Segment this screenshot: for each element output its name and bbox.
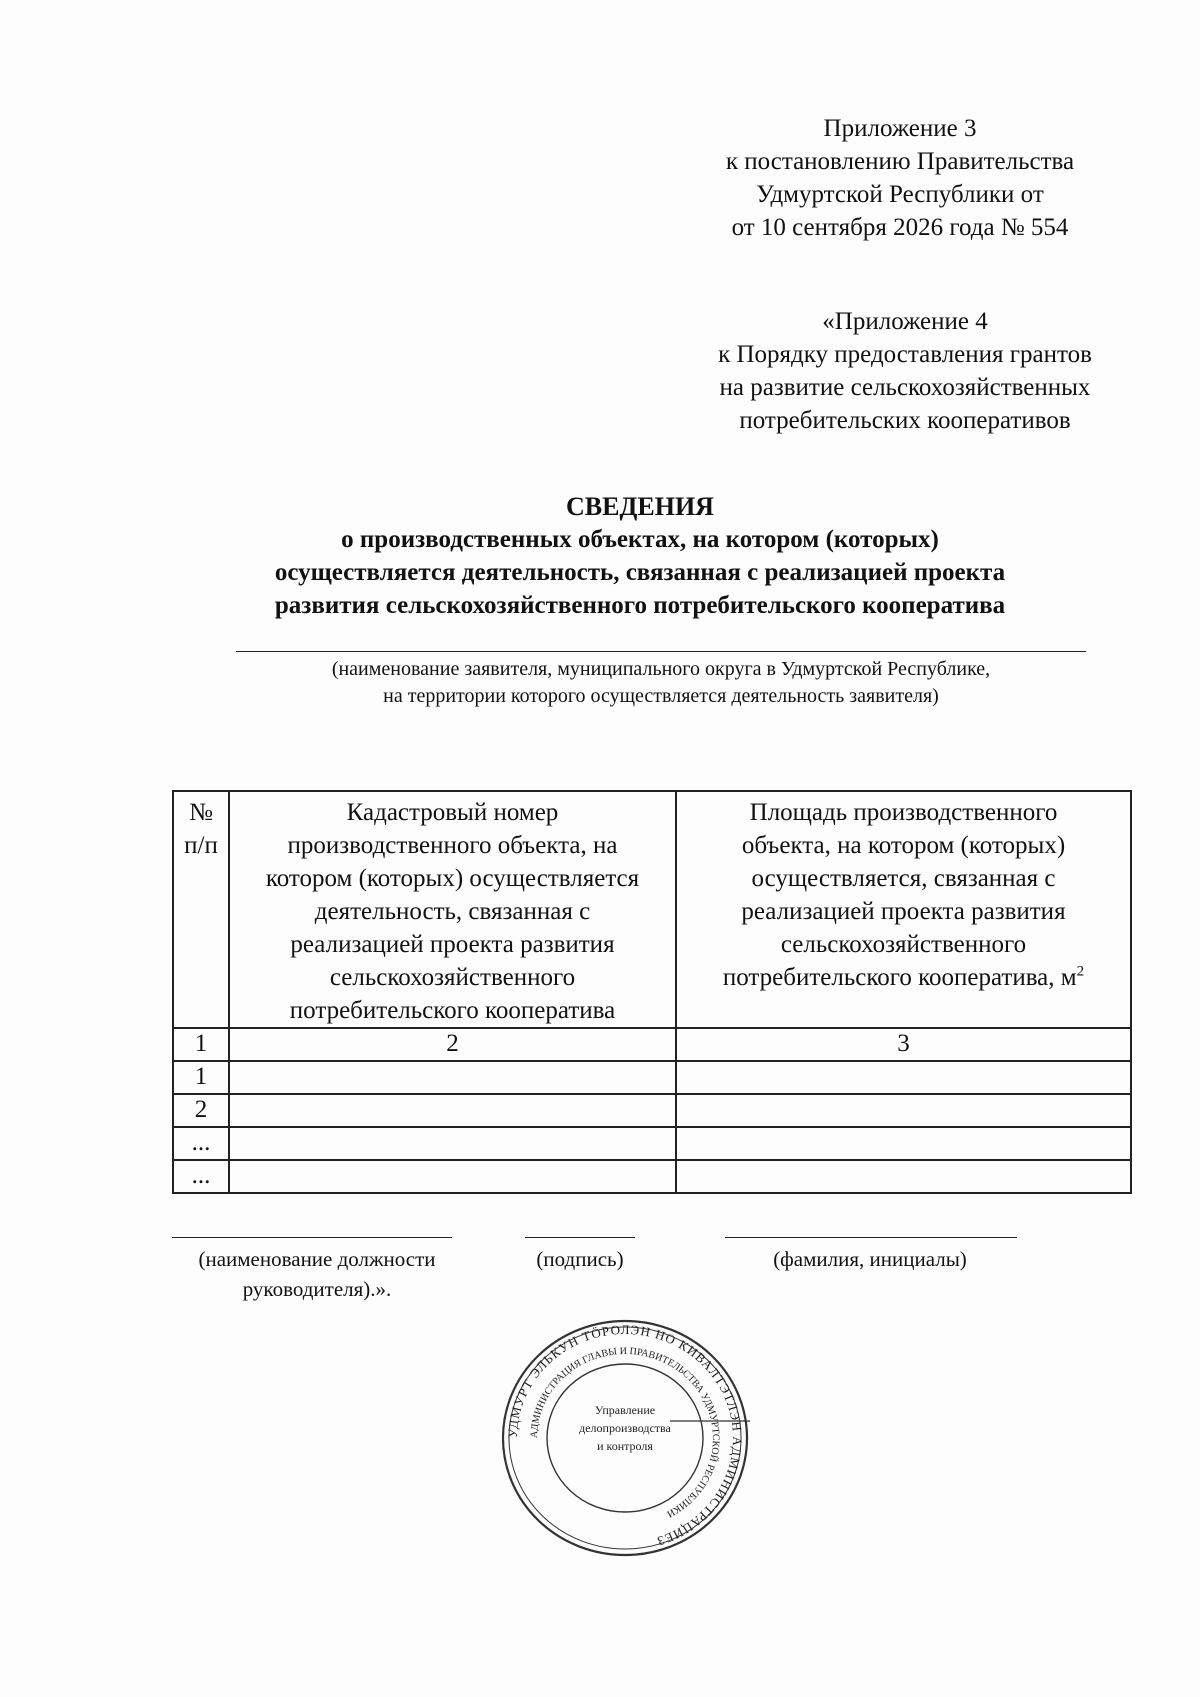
column-number-row bbox=[173, 1028, 1131, 1061]
document-title bbox=[200, 490, 1080, 622]
stamp-center-line: и контроля bbox=[597, 1439, 653, 1453]
signature-fill-line bbox=[525, 1237, 635, 1238]
row-area-cell[interactable] bbox=[676, 1160, 1131, 1193]
title-line: о производственных объектах, на котором (которых) bbox=[341, 526, 939, 553]
header-area bbox=[676, 791, 1131, 1028]
table-row bbox=[173, 1094, 1131, 1127]
applicant-fill-line bbox=[236, 651, 1086, 652]
appendix-4-line: к Порядку предоставления грантов bbox=[718, 341, 1092, 368]
header-area-line bbox=[677, 961, 1130, 994]
applicant-caption-line: (наименование заявителя, муниципального округа в Удмуртской Республике, bbox=[331, 658, 991, 680]
applicant-caption-line: на территории которого осуществляется деятельность заявителя) bbox=[383, 685, 939, 707]
row-number: ... bbox=[173, 1160, 229, 1193]
table-row bbox=[173, 1127, 1131, 1160]
header-area-unit-sup: 2 bbox=[1076, 963, 1085, 980]
official-stamp bbox=[495, 1318, 755, 1558]
table-row bbox=[173, 1061, 1131, 1094]
row-area-cell[interactable] bbox=[676, 1094, 1131, 1127]
appendix-3-line: к постановлению Правительства bbox=[725, 148, 1075, 175]
row-cadastral-cell[interactable] bbox=[229, 1094, 676, 1127]
header-area-line: реализацией проекта развития bbox=[741, 898, 1066, 925]
column-number: 3 bbox=[676, 1028, 1131, 1061]
header-cadastral-line: потребительского кооператива bbox=[289, 997, 616, 1024]
title-line: осуществляется деятельность, связанная с реализацией проекта bbox=[274, 559, 1006, 586]
table-row bbox=[173, 1160, 1131, 1193]
position-caption-line: (наименование должности bbox=[198, 1247, 436, 1271]
applicant-caption bbox=[236, 656, 1086, 710]
header-cadastral-line: деятельность, связанная с bbox=[314, 898, 591, 925]
position-fill-line bbox=[172, 1237, 452, 1238]
position-caption bbox=[172, 1244, 462, 1304]
appendix-3-line: от 10 сентября 2026 года № 554 bbox=[731, 214, 1069, 241]
header-cadastral-line: реализацией проекта развития bbox=[290, 931, 615, 958]
column-number: 1 bbox=[173, 1028, 229, 1061]
appendix-4-header bbox=[690, 305, 1120, 437]
row-cadastral-cell[interactable] bbox=[229, 1061, 676, 1094]
stamp-inner-text: АДМИНИСТРАЦИЯ ГЛАВЫ И ПРАВИТЕЛЬСТВА УДМУРТСКОЙ РЕСПУБЛИКИ bbox=[528, 1345, 722, 1520]
appendix-4-line: потребительских кооперативов bbox=[739, 407, 1071, 434]
header-cadastral-line: Кадастровый номер bbox=[346, 799, 559, 826]
title-line: развития сельскохозяйственного потребительского кооператива bbox=[274, 592, 1006, 619]
header-number-line: № bbox=[189, 799, 213, 826]
row-number: 1 bbox=[173, 1061, 229, 1094]
header-number-line: п/п bbox=[184, 832, 218, 859]
appendix-3-line: Удмуртской Республики от bbox=[756, 181, 1044, 208]
appendix-4-line: на развитие сельскохозяйственных bbox=[719, 374, 1091, 401]
position-caption-line: руководителя).». bbox=[242, 1277, 392, 1301]
header-cadastral-line: сельскохозяйственного bbox=[329, 964, 576, 991]
stamp-center-line: делопроизводства bbox=[579, 1421, 671, 1435]
signature-caption: (подпись) bbox=[536, 1247, 624, 1271]
header-area-line: объекта, на котором (которых) bbox=[741, 832, 1066, 859]
stamp-center-line: Управление bbox=[594, 1403, 656, 1417]
header-number bbox=[173, 791, 229, 1028]
header-area-line: осуществляется, связанная с bbox=[751, 865, 1056, 892]
stamp-inner-ring bbox=[547, 1364, 703, 1512]
row-area-cell[interactable] bbox=[676, 1127, 1131, 1160]
row-cadastral-cell[interactable] bbox=[229, 1160, 676, 1193]
table-header-row bbox=[173, 791, 1131, 1028]
header-area-line: сельскохозяйственного bbox=[780, 931, 1027, 958]
header-cadastral-line: производственного объекта, на bbox=[287, 832, 618, 859]
row-number: 2 bbox=[173, 1094, 229, 1127]
row-cadastral-cell[interactable] bbox=[229, 1127, 676, 1160]
header-area-unit-text: потребительского кооператива, м bbox=[722, 964, 1077, 991]
appendix-3-line: Приложение 3 bbox=[823, 115, 977, 142]
row-area-cell[interactable] bbox=[676, 1061, 1131, 1094]
objects-table bbox=[172, 790, 1132, 1194]
header-area-line: Площадь производственного bbox=[749, 799, 1058, 826]
name-fill-line bbox=[725, 1237, 1017, 1238]
header-cadastral bbox=[229, 791, 676, 1028]
appendix-3-header bbox=[700, 112, 1100, 244]
stamp-outer-text: УДМУРТ ЭЛЬКУН ТӦРОЛЭН НО КИВАЛТЭТЛЭН АДМИНИСТРАЦИЕЗ bbox=[504, 1321, 746, 1550]
header-cadastral-line: котором (которых) осуществляется bbox=[265, 865, 640, 892]
name-caption: (фамилия, инициалы) bbox=[773, 1247, 967, 1271]
row-number: ... bbox=[173, 1127, 229, 1160]
title-heading: СВЕДЕНИЯ bbox=[566, 492, 714, 521]
appendix-4-line: «Приложение 4 bbox=[822, 308, 988, 335]
column-number: 2 bbox=[229, 1028, 676, 1061]
